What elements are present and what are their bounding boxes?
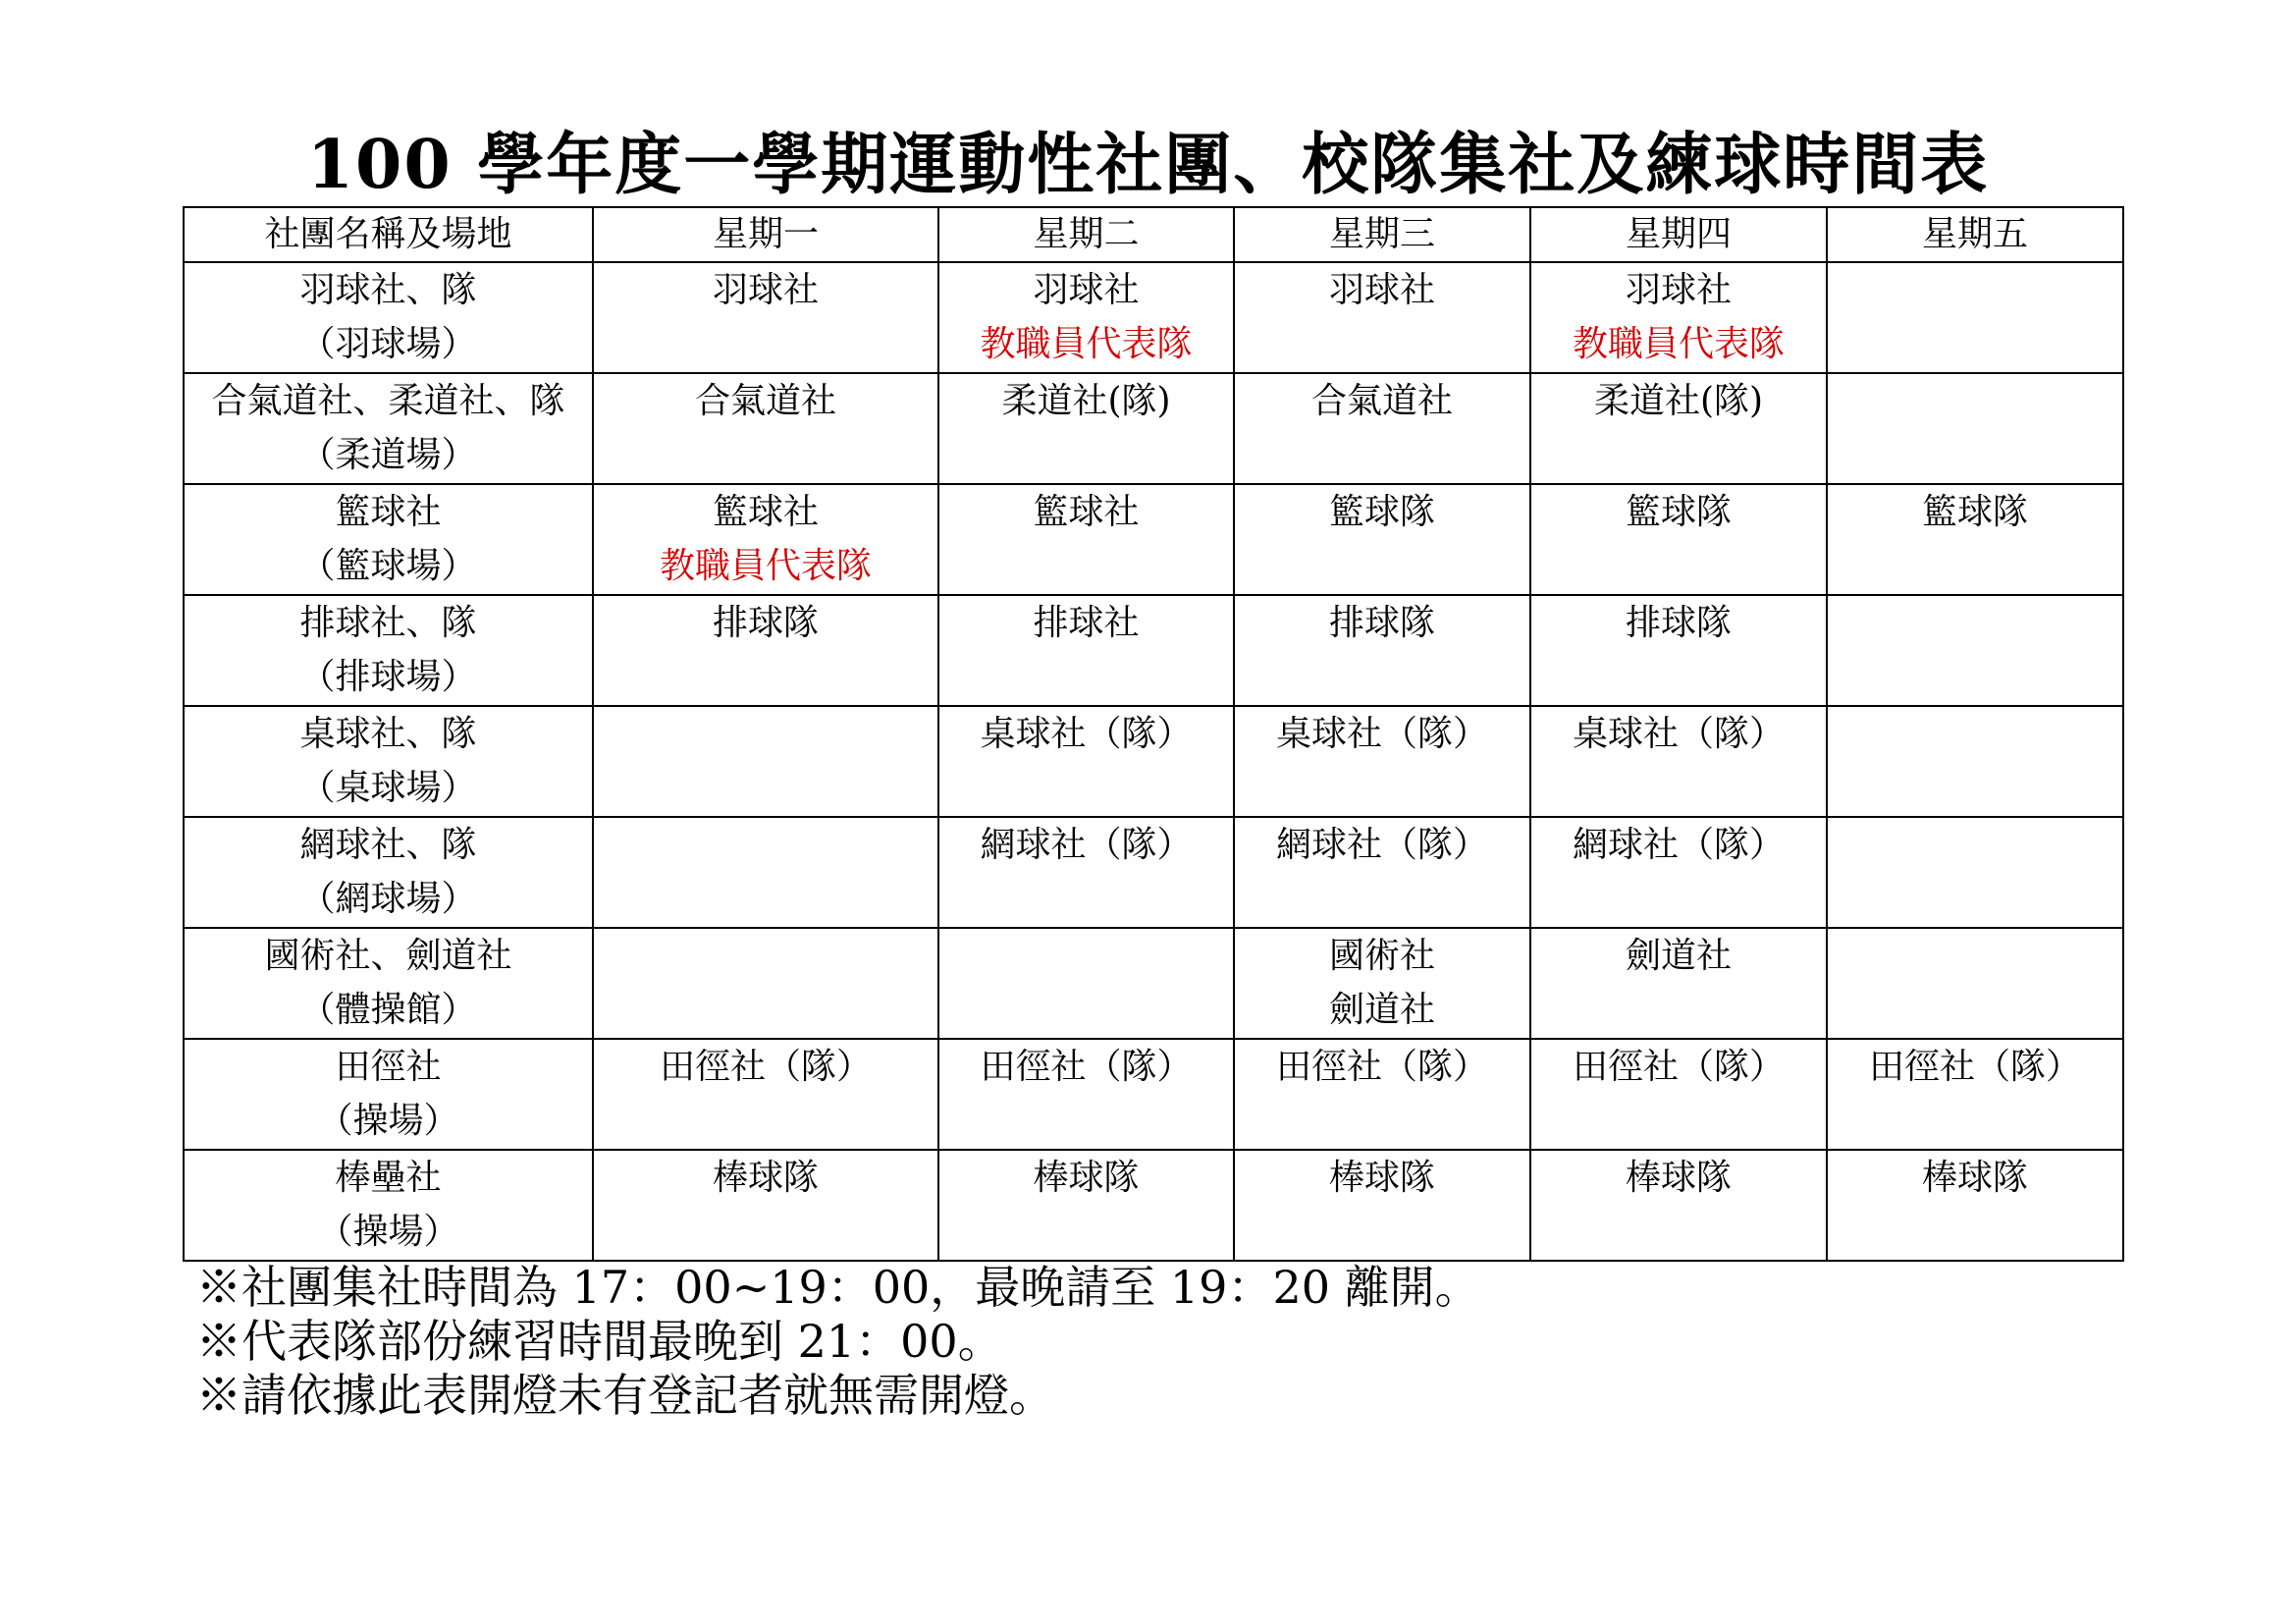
club-venue: （操場）	[317, 1101, 459, 1141]
schedule-cell-tuesday	[938, 262, 1234, 373]
schedule-entry: 羽球社	[712, 270, 819, 310]
schedule-entry: 籃球隊	[1328, 492, 1435, 532]
schedule-entry: 田徑社（隊）	[980, 1047, 1193, 1087]
schedule-cell-wednesday	[1234, 928, 1530, 1039]
club-name-cell	[184, 595, 593, 706]
schedule-entry: 排球隊	[1328, 603, 1435, 643]
schedule-cell-wednesday	[1234, 1039, 1530, 1150]
header-row	[184, 207, 2123, 262]
schedule-body	[184, 262, 2123, 1261]
schedule-entry: 桌球社（隊）	[1572, 714, 1785, 754]
schedule-cell-friday	[1827, 373, 2123, 484]
schedule-entry: 國術社	[1328, 936, 1435, 976]
schedule-cell-tuesday	[938, 706, 1234, 817]
schedule-entry: 網球社（隊）	[1275, 825, 1488, 865]
club-name-cell	[184, 1039, 593, 1150]
club-venue: （籃球場）	[299, 546, 477, 586]
schedule-entry: 合氣道社	[694, 381, 836, 421]
schedule-entry: 柔道社(隊)	[1593, 381, 1764, 421]
schedule-cell-thursday	[1530, 817, 1827, 928]
header-tuesday: 星期二	[938, 207, 1234, 262]
schedule-cell-friday	[1827, 706, 2123, 817]
schedule-cell-tuesday	[938, 484, 1234, 595]
table-row	[184, 706, 2123, 817]
schedule-entry: 桌球社（隊）	[1275, 714, 1488, 754]
header-friday: 星期五	[1827, 207, 2123, 262]
schedule-cell-thursday	[1530, 1039, 1827, 1150]
schedule-cell-wednesday	[1234, 373, 1530, 484]
club-name-cell	[184, 706, 593, 817]
schedule-cell-tuesday	[938, 373, 1234, 484]
staff-team-entry: 教職員代表隊	[980, 324, 1193, 364]
schedule-table	[183, 206, 2124, 1262]
schedule-entry: 田徑社（隊）	[1275, 1047, 1488, 1087]
club-name: 田徑社	[335, 1047, 442, 1087]
schedule-entry: 羽球社	[1625, 270, 1732, 310]
schedule-cell-wednesday	[1234, 262, 1530, 373]
schedule-cell-tuesday	[938, 1039, 1234, 1150]
club-name: 桌球社、隊	[299, 714, 477, 754]
schedule-cell-wednesday	[1234, 1150, 1530, 1261]
schedule-cell-thursday	[1530, 373, 1827, 484]
staff-team-entry: 教職員代表隊	[659, 546, 872, 586]
table-row	[184, 373, 2123, 484]
club-name: 籃球社	[335, 492, 442, 532]
schedule-cell-monday	[593, 1150, 938, 1261]
schedule-entry: 合氣道社	[1310, 381, 1453, 421]
schedule-cell-tuesday	[938, 595, 1234, 706]
club-venue: （羽球場）	[299, 324, 477, 364]
table-row	[184, 1150, 2123, 1261]
schedule-cell-friday	[1827, 595, 2123, 706]
schedule-cell-friday	[1827, 817, 2123, 928]
schedule-entry: 羽球社	[1328, 270, 1435, 310]
schedule-entry: 劍道社	[1328, 990, 1435, 1030]
club-venue: （柔道場）	[299, 435, 477, 475]
schedule-entry: 羽球社	[1033, 270, 1140, 310]
schedule-cell-thursday	[1530, 706, 1827, 817]
schedule-cell-wednesday	[1234, 817, 1530, 928]
schedule-cell-wednesday	[1234, 595, 1530, 706]
header-club-and-venue: 社團名稱及場地	[184, 207, 593, 262]
page-title: 100 學年度一學期運動性社團、校隊集社及練球時間表	[306, 126, 1990, 204]
schedule-cell-thursday	[1530, 262, 1827, 373]
club-venue: （桌球場）	[299, 768, 477, 808]
schedule-cell-monday	[593, 1039, 938, 1150]
schedule-cell-friday	[1827, 484, 2123, 595]
schedule-cell-tuesday	[938, 1150, 1234, 1261]
note-team-practice-time: ※代表隊部份練習時間最晚到 21：00。	[196, 1315, 1003, 1368]
club-name: 羽球社、隊	[299, 270, 477, 310]
schedule-cell-friday	[1827, 262, 2123, 373]
schedule-cell-monday	[593, 262, 938, 373]
table-row	[184, 928, 2123, 1039]
club-name: 排球社、隊	[299, 603, 477, 643]
schedule-entry: 籃球隊	[1625, 492, 1732, 532]
schedule-cell-friday	[1827, 1150, 2123, 1261]
schedule-entry: 田徑社（隊）	[659, 1047, 872, 1087]
schedule-cell-thursday	[1530, 484, 1827, 595]
note-lighting: ※請依據此表開燈未有登記者就無需開燈。	[196, 1369, 1054, 1422]
schedule-entry: 田徑社（隊）	[1868, 1047, 2081, 1087]
schedule-cell-thursday	[1530, 595, 1827, 706]
schedule-cell-wednesday	[1234, 484, 1530, 595]
club-name-cell	[184, 928, 593, 1039]
club-name: 國術社、劍道社	[264, 936, 512, 976]
table-row	[184, 1039, 2123, 1150]
club-name-cell	[184, 1150, 593, 1261]
schedule-entry: 籃球隊	[1921, 492, 2028, 532]
schedule-entry: 籃球社	[712, 492, 819, 532]
schedule-entry: 劍道社	[1625, 936, 1732, 976]
schedule-cell-monday	[593, 706, 938, 817]
club-venue: （網球場）	[299, 879, 477, 919]
club-venue: （排球場）	[299, 657, 477, 697]
schedule-cell-friday	[1827, 928, 2123, 1039]
schedule-cell-wednesday	[1234, 706, 1530, 817]
schedule-cell-friday	[1827, 1039, 2123, 1150]
schedule-entry: 棒球隊	[712, 1158, 819, 1198]
table-row	[184, 484, 2123, 595]
schedule-cell-monday	[593, 928, 938, 1039]
club-name: 棒壘社	[335, 1158, 442, 1198]
schedule-entry: 田徑社（隊）	[1572, 1047, 1785, 1087]
notes	[196, 1261, 1480, 1423]
schedule-entry: 籃球社	[1033, 492, 1140, 532]
schedule-entry: 排球社	[1033, 603, 1140, 643]
club-name-cell	[184, 262, 593, 373]
schedule-entry: 柔道社(隊)	[1001, 381, 1171, 421]
schedule-cell-tuesday	[938, 817, 1234, 928]
table-row	[184, 817, 2123, 928]
schedule-cell-monday	[593, 484, 938, 595]
club-name: 合氣道社、柔道社、隊	[211, 381, 565, 421]
club-name: 網球社、隊	[299, 825, 477, 865]
note-meeting-time: ※社團集社時間為 17：00~19：00，最晚請至 19：20 離開。	[196, 1261, 1480, 1314]
club-name-cell	[184, 484, 593, 595]
schedule-entry: 棒球隊	[1625, 1158, 1732, 1198]
schedule-entry: 排球隊	[1625, 603, 1732, 643]
club-name-cell	[184, 373, 593, 484]
schedule-entry: 排球隊	[712, 603, 819, 643]
schedule-entry: 棒球隊	[1921, 1158, 2028, 1198]
club-name-cell	[184, 817, 593, 928]
schedule-entry: 網球社（隊）	[1572, 825, 1785, 865]
schedule-cell-thursday	[1530, 928, 1827, 1039]
schedule-cell-monday	[593, 595, 938, 706]
schedule-entry: 棒球隊	[1033, 1158, 1140, 1198]
schedule-entry: 網球社（隊）	[980, 825, 1193, 865]
table-row	[184, 595, 2123, 706]
schedule-cell-monday	[593, 373, 938, 484]
club-venue: （體操館）	[299, 990, 477, 1030]
header-monday: 星期一	[593, 207, 938, 262]
club-venue: （操場）	[317, 1212, 459, 1252]
schedule-entry: 桌球社（隊）	[980, 714, 1193, 754]
schedule-cell-thursday	[1530, 1150, 1827, 1261]
staff-team-entry: 教職員代表隊	[1572, 324, 1785, 364]
schedule-cell-tuesday	[938, 928, 1234, 1039]
header-wednesday: 星期三	[1234, 207, 1530, 262]
table-row	[184, 262, 2123, 373]
schedule-entry: 棒球隊	[1328, 1158, 1435, 1198]
schedule-cell-monday	[593, 817, 938, 928]
header-thursday: 星期四	[1530, 207, 1827, 262]
